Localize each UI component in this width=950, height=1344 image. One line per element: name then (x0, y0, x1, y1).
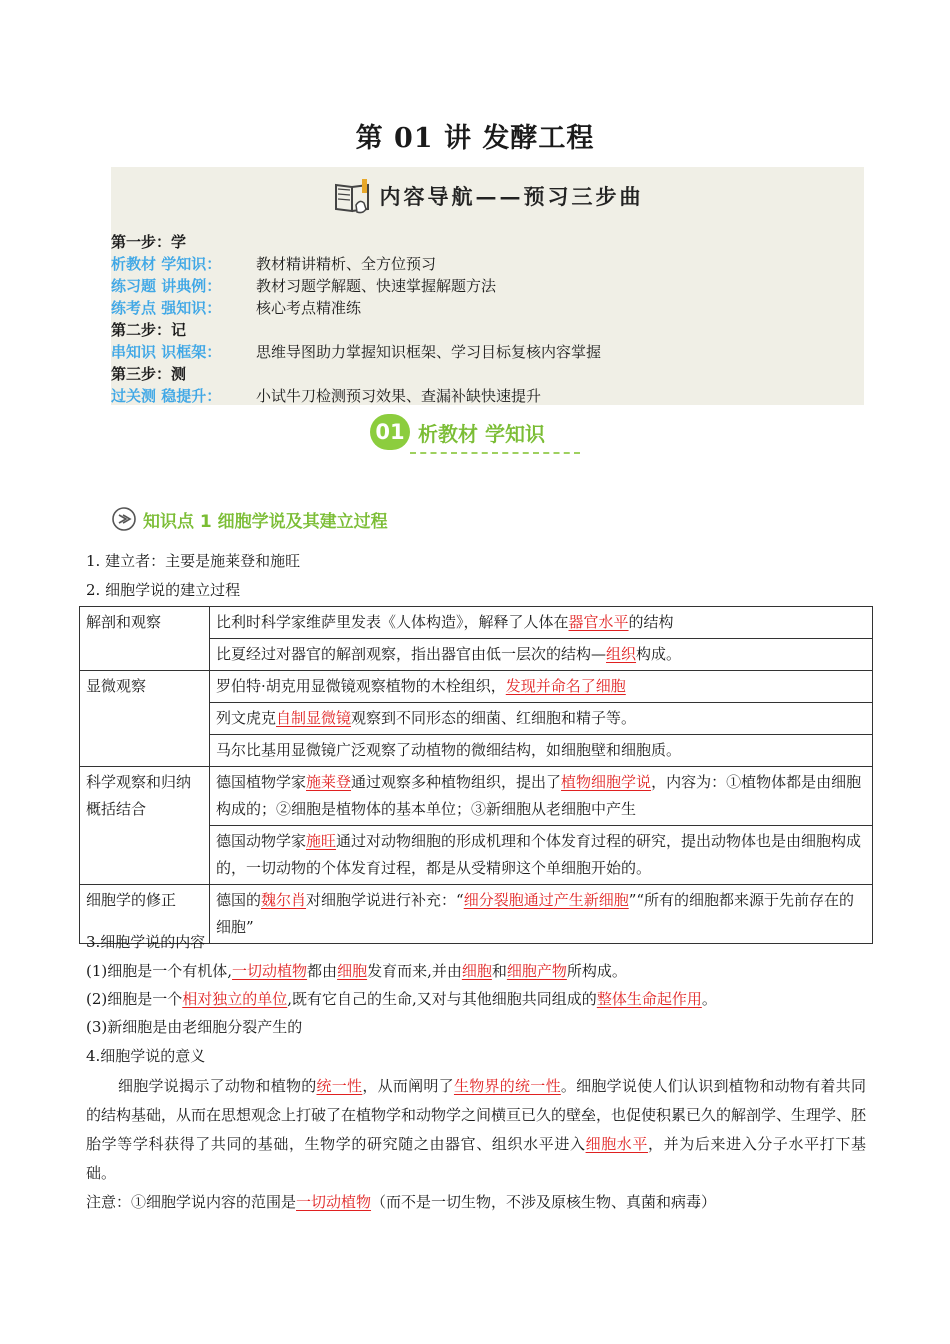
cell-text: 的结构 (628, 613, 674, 631)
note-line (86, 1189, 716, 1215)
paragraph-founders: 1. 建立者：主要是施莱登和施旺 (86, 552, 301, 570)
line-text: 。 (701, 990, 717, 1008)
key-term: 细胞 (461, 962, 492, 980)
line-text: (2)细胞是一个 (86, 990, 183, 1008)
step-item (111, 341, 601, 363)
key-term: 生物界的统一性 (453, 1077, 561, 1095)
section-title: 析教材 学知识 (418, 421, 545, 446)
note-text: （而不是一切生物，不涉及原核生物、真菌和病毒） (371, 1193, 717, 1211)
body-text: 细胞学说揭示了动物和植物的 (118, 1077, 317, 1095)
paragraph-process-heading: 2. 细胞学说的建立过程 (86, 581, 241, 599)
cell-text: 比利时科学家维萨里发表《人体构造》，解释了人体在 (216, 613, 569, 631)
key-term: 发现并命名了细胞 (505, 677, 626, 695)
note-text: 注意：①细胞学说内容的范围是 (86, 1193, 297, 1211)
step-item (111, 253, 601, 275)
line-text: (1)细胞是一个有机体, (86, 962, 233, 980)
step-item (111, 275, 601, 297)
section3-line3: (3)新细胞是由老细胞分裂产生的 (86, 1018, 303, 1036)
body-text: ，并为后来进入分子水平打下基础。 (86, 1135, 866, 1182)
history-table (79, 606, 873, 944)
cell-text: 德国的 (216, 891, 262, 909)
body-text: 。细胞学说使人们认识到植物和动物有着共同的结构基础，从而在思想观念上打破了在植物学和动物学之间横亘已久的壁垒，也促使积累已久的解剖学、生理学、胚胎学等学科获得了共同的基础，生物学的研究随之由器官、组织水平进入 (86, 1077, 867, 1153)
nav-heading (111, 175, 864, 217)
key-term: 细胞水平 (585, 1135, 649, 1153)
key-term: 植物细胞学说 (561, 773, 652, 791)
key-term: 整体生命起作用 (596, 990, 702, 1008)
cell-text: 德国动物学家 (216, 832, 307, 850)
cell-text: 德国植物学家 (216, 773, 307, 791)
step-label: 练习题 讲典例： (111, 277, 222, 295)
key-term: 魏尔肖 (261, 891, 307, 909)
section3-heading: 3.细胞学说的内容 (86, 933, 206, 951)
key-term: 自制显微镜 (276, 709, 352, 727)
table-cell (210, 607, 873, 639)
table-row (80, 671, 873, 703)
line-text: 发育而来,并由 (367, 962, 462, 980)
line-text: 都由 (307, 962, 338, 980)
cell-text: 观察到不同形态的细菌、红细胞和精子等。 (351, 709, 637, 727)
key-term: 施旺 (306, 832, 337, 850)
line-text: ,既有它自己的生命,又对与其他细胞共同组成的 (287, 990, 597, 1008)
body-text: ，从而阐明了 (362, 1077, 454, 1095)
step-text: 教材习题学解题、快速掌握解题方法 (256, 277, 497, 295)
cell-text: 比夏经过对器官的解剖观察，指出器官由低一层次的结构— (216, 645, 607, 663)
step-label: 串知识 识框架： (111, 343, 222, 361)
key-term: 细分裂胞通过产生新细胞 (463, 891, 629, 909)
table-row-header: 解剖和观察 (80, 607, 210, 671)
page-title: 第 01 讲 发酵工程 (355, 123, 595, 154)
cell-text: 通过对动物细胞的形成机理和个体发育过程的研究，提出动物体也是由细胞构成的，一切动物的个体发育过程，都是从受精卵这个单细胞开始的。 (216, 832, 862, 877)
key-term: 组织 (606, 645, 637, 663)
line-text: 所构成。 (566, 962, 627, 980)
key-term: 施莱登 (306, 773, 352, 791)
steps-list (111, 231, 601, 407)
step-text: 教材精讲精析、全方位预习 (256, 255, 437, 273)
step-label: 过关测 稳提升： (111, 387, 222, 405)
section3-line2 (86, 986, 717, 1012)
step-text: 小试牛刀检测预习效果、查漏补缺快速提升 (256, 387, 542, 405)
table-row (80, 767, 873, 826)
step-item (111, 385, 601, 407)
cell-text: 对细胞学说进行补充：“ (306, 891, 464, 909)
nav-heading-text: 内容导航——预习三步曲 (379, 184, 644, 209)
step1-heading: 第一步：学 (111, 233, 187, 251)
table-cell (210, 639, 873, 671)
table-cell (210, 885, 873, 944)
table-cell (210, 767, 873, 826)
arrow-circle-icon (111, 506, 137, 532)
section-badge (370, 414, 545, 450)
key-term: 统一性 (316, 1077, 363, 1095)
line-text: 和 (491, 962, 507, 980)
key-term: 细胞 (337, 962, 368, 980)
step-item (111, 297, 601, 319)
cell-text: 通过观察多种植物组织，提出了 (351, 773, 562, 791)
cell-text: ”“所有的细胞都来源于先前存在的细胞” (216, 891, 855, 936)
step-label: 析教材 学知识： (111, 255, 222, 273)
step2-heading: 第二步：记 (111, 321, 187, 339)
step-label: 练考点 强知识： (111, 299, 222, 317)
table-cell (210, 671, 873, 703)
key-term: 细胞产物 (506, 962, 567, 980)
section3-line1 (86, 958, 627, 984)
key-term: 一切动植物 (232, 962, 308, 980)
table-cell: 马尔比基用显微镜广泛观察了动植物的微细结构，如细胞壁和细胞质。 (210, 735, 873, 767)
table-row-header: 细胞学的修正 (80, 885, 210, 944)
knowledge-point-heading (111, 506, 388, 532)
step-text: 思维导图助力掌握知识框架、学习目标复核内容掌握 (256, 343, 602, 361)
key-term: 相对独立的单位 (182, 990, 288, 1008)
table-row (80, 607, 873, 639)
table-row-header: 显微观察 (80, 671, 210, 767)
table-cell (210, 703, 873, 735)
table-cell (210, 826, 873, 885)
cell-text: 列文虎克 (216, 709, 277, 727)
key-term: 器官水平 (568, 613, 629, 631)
cell-text: ，内容为：①植物体都是由细胞构成的；②细胞是植物体的基本单位；③新细胞从老细胞中产生 (216, 773, 862, 818)
key-term: 一切动植物 (296, 1193, 372, 1211)
section4-body (86, 1072, 866, 1188)
step3-heading: 第三步：测 (111, 365, 187, 383)
cell-text: 罗伯特·胡克用显微镜观察植物的木栓组织， (216, 677, 506, 695)
cell-text: 构成。 (636, 645, 682, 663)
section-divider (410, 452, 580, 454)
book-icon (332, 175, 374, 217)
table-row-header: 科学观察和归纳概括结合 (80, 767, 210, 885)
knowledge-point-title: 知识点 1 细胞学说及其建立过程 (143, 511, 388, 532)
step-text: 核心考点精准练 (256, 299, 362, 317)
section4-heading: 4.细胞学说的意义 (86, 1047, 206, 1065)
section-number: 01 (370, 414, 410, 450)
